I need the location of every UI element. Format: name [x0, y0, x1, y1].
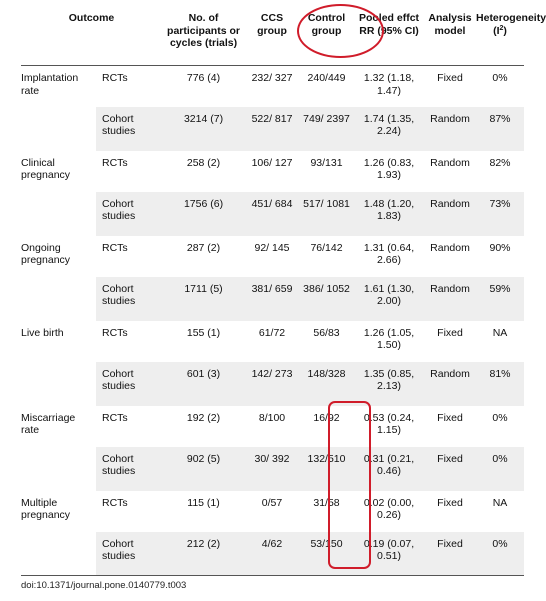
- pooled-rr-cell: 1.26 (1.05, 1.50): [363, 326, 415, 351]
- table-row: [21, 107, 524, 151]
- ccs-cell: 61/72: [258, 326, 286, 339]
- model-cell: Fixed: [437, 411, 463, 424]
- pooled-rr-cell: 1.35 (0.85, 2.13): [354, 362, 424, 406]
- heterogeneity-cell: 0%: [476, 447, 524, 491]
- participants-cell: 287 (2): [186, 241, 221, 254]
- control-cell: 56/83: [313, 326, 340, 339]
- ccs-cell: 0/57: [261, 496, 283, 509]
- ccs-cell: 381/ 659: [245, 277, 299, 321]
- heterogeneity-cell: NA: [492, 496, 508, 509]
- participants-cell: 258 (2): [186, 156, 221, 169]
- results-table: [21, 6, 546, 576]
- header-heterogeneity-label: Heterogeneity (I: [476, 12, 546, 37]
- pooled-rr-cell: 0.53 (0.24, 1.15): [363, 411, 415, 436]
- ccs-cell: 8/100: [258, 411, 286, 424]
- table-row: [21, 236, 524, 277]
- model-cell: Random: [430, 241, 470, 254]
- pooled-rr-cell: 1.48 (1.20, 1.83): [354, 192, 424, 236]
- heterogeneity-cell: NA: [492, 326, 508, 339]
- results-table-wrapper: [21, 6, 546, 576]
- pooled-rr-cell: 1.31 (0.64, 2.66): [363, 241, 415, 266]
- control-cell: 31/58: [313, 496, 340, 509]
- design-cell: RCTs: [102, 241, 128, 254]
- model-cell: Fixed: [437, 72, 463, 84]
- model-cell: Fixed: [424, 447, 476, 491]
- control-cell: 148/328: [299, 362, 354, 406]
- pooled-rr-cell: 0.02 (0.00, 0.26): [363, 496, 415, 521]
- outcome-cell: [21, 192, 96, 236]
- header-model: Analysis model: [428, 12, 472, 37]
- participants-cell: 3214 (7): [162, 107, 245, 151]
- control-cell: 76/142: [310, 241, 343, 254]
- ccs-cell: 451/ 684: [245, 192, 299, 236]
- outcome-cell: Clinical pregnancy: [21, 156, 71, 181]
- doi-caption: doi:10.1371/journal.pone.0140779.t003: [21, 580, 187, 591]
- outcome-cell: Implantation rate: [21, 72, 79, 97]
- control-cell: 53/150: [299, 532, 354, 576]
- model-cell: Fixed: [437, 326, 463, 339]
- table-row: [21, 447, 524, 491]
- control-cell: 132/510: [299, 447, 354, 491]
- heterogeneity-cell: 90%: [489, 241, 511, 254]
- table-row: [21, 321, 524, 362]
- control-cell: 386/ 1052: [299, 277, 354, 321]
- heterogeneity-cell: 87%: [476, 107, 524, 151]
- participants-cell: 902 (5): [162, 447, 245, 491]
- control-cell: 16/92: [313, 411, 340, 424]
- pooled-rr-cell: 0.31 (0.21, 0.46): [354, 447, 424, 491]
- table-row: [21, 532, 524, 576]
- header-heterogeneity-sup: 2: [499, 24, 504, 32]
- design-cell: RCTs: [102, 496, 128, 509]
- outcome-cell: Live birth: [21, 326, 64, 339]
- design-cell: RCTs: [102, 156, 128, 169]
- model-cell: Fixed: [424, 532, 476, 576]
- table-body: [21, 66, 524, 576]
- design-cell: Cohort studies: [96, 107, 162, 151]
- participants-cell: 115 (1): [187, 496, 220, 509]
- pooled-rr-cell: 1.26 (0.83, 1.93): [363, 156, 415, 181]
- header-ccs: CCS group: [257, 12, 287, 37]
- heterogeneity-cell: 81%: [476, 362, 524, 406]
- ccs-cell: 106/ 127: [251, 156, 293, 169]
- header-control: Control group: [307, 12, 346, 37]
- design-cell: Cohort studies: [96, 192, 162, 236]
- heterogeneity-cell: 82%: [489, 156, 511, 169]
- table-header-row: [21, 6, 524, 66]
- participants-cell: 601 (3): [162, 362, 245, 406]
- heterogeneity-cell: 0%: [492, 72, 508, 84]
- control-cell: 240/449: [307, 72, 346, 84]
- table-row: [21, 406, 524, 447]
- header-participants: No. of participants or cycles (trials): [167, 12, 240, 49]
- outcome-cell: [21, 532, 96, 576]
- design-cell: Cohort studies: [96, 532, 162, 576]
- design-cell: RCTs: [102, 326, 128, 339]
- pooled-rr-cell: 1.32 (1.18, 1.47): [363, 72, 415, 97]
- table-row: [21, 362, 524, 406]
- header-heterogeneity-end: ): [503, 24, 507, 37]
- design-cell: RCTs: [102, 411, 128, 424]
- design-cell: Cohort studies: [96, 362, 162, 406]
- outcome-cell: [21, 447, 96, 491]
- outcome-cell: Ongoing pregnancy: [21, 241, 71, 266]
- participants-cell: 1756 (6): [162, 192, 245, 236]
- ccs-cell: 4/62: [245, 532, 299, 576]
- heterogeneity-cell: 59%: [476, 277, 524, 321]
- table-row: [21, 192, 524, 236]
- header-outcome: Outcome: [68, 12, 115, 24]
- outcome-cell: Miscarriage rate: [21, 411, 76, 436]
- header-heterogeneity: [476, 6, 546, 66]
- participants-cell: 155 (1): [186, 326, 221, 339]
- pooled-rr-cell: 0.19 (0.07, 0.51): [354, 532, 424, 576]
- table-row: [21, 66, 524, 107]
- control-cell: 93/131: [310, 156, 343, 169]
- design-cell: RCTs: [102, 72, 128, 84]
- ccs-cell: 522/ 817: [245, 107, 299, 151]
- pooled-rr-cell: 1.61 (1.30, 2.00): [354, 277, 424, 321]
- control-cell: 517/ 1081: [299, 192, 354, 236]
- control-cell: 749/ 2397: [299, 107, 354, 151]
- model-cell: Random: [424, 277, 476, 321]
- outcome-cell: [21, 107, 96, 151]
- ccs-cell: 142/ 273: [245, 362, 299, 406]
- model-cell: Fixed: [437, 496, 463, 509]
- model-cell: Random: [424, 192, 476, 236]
- outcome-cell: [21, 277, 96, 321]
- heterogeneity-cell: 0%: [492, 411, 508, 424]
- model-cell: Random: [424, 362, 476, 406]
- model-cell: Random: [430, 156, 470, 169]
- outcome-cell: Multiple pregnancy: [21, 496, 71, 521]
- participants-cell: 776 (4): [186, 72, 221, 84]
- participants-cell: 1711 (5): [162, 277, 245, 321]
- design-cell: Cohort studies: [96, 277, 162, 321]
- pooled-rr-cell: 1.74 (1.35, 2.24): [354, 107, 424, 151]
- participants-cell: 192 (2): [186, 411, 221, 424]
- design-cell: Cohort studies: [96, 447, 162, 491]
- table-row: [21, 151, 524, 192]
- outcome-cell: [21, 362, 96, 406]
- heterogeneity-cell: 73%: [476, 192, 524, 236]
- ccs-cell: 30/ 392: [245, 447, 299, 491]
- table-row: [21, 277, 524, 321]
- participants-cell: 212 (2): [162, 532, 245, 576]
- ccs-cell: 92/ 145: [254, 241, 290, 254]
- table-row: [21, 491, 524, 532]
- model-cell: Random: [424, 107, 476, 151]
- header-pooled: Pooled effct RR (95% CI): [358, 12, 420, 37]
- heterogeneity-cell: 0%: [476, 532, 524, 576]
- ccs-cell: 232/ 327: [251, 72, 293, 84]
